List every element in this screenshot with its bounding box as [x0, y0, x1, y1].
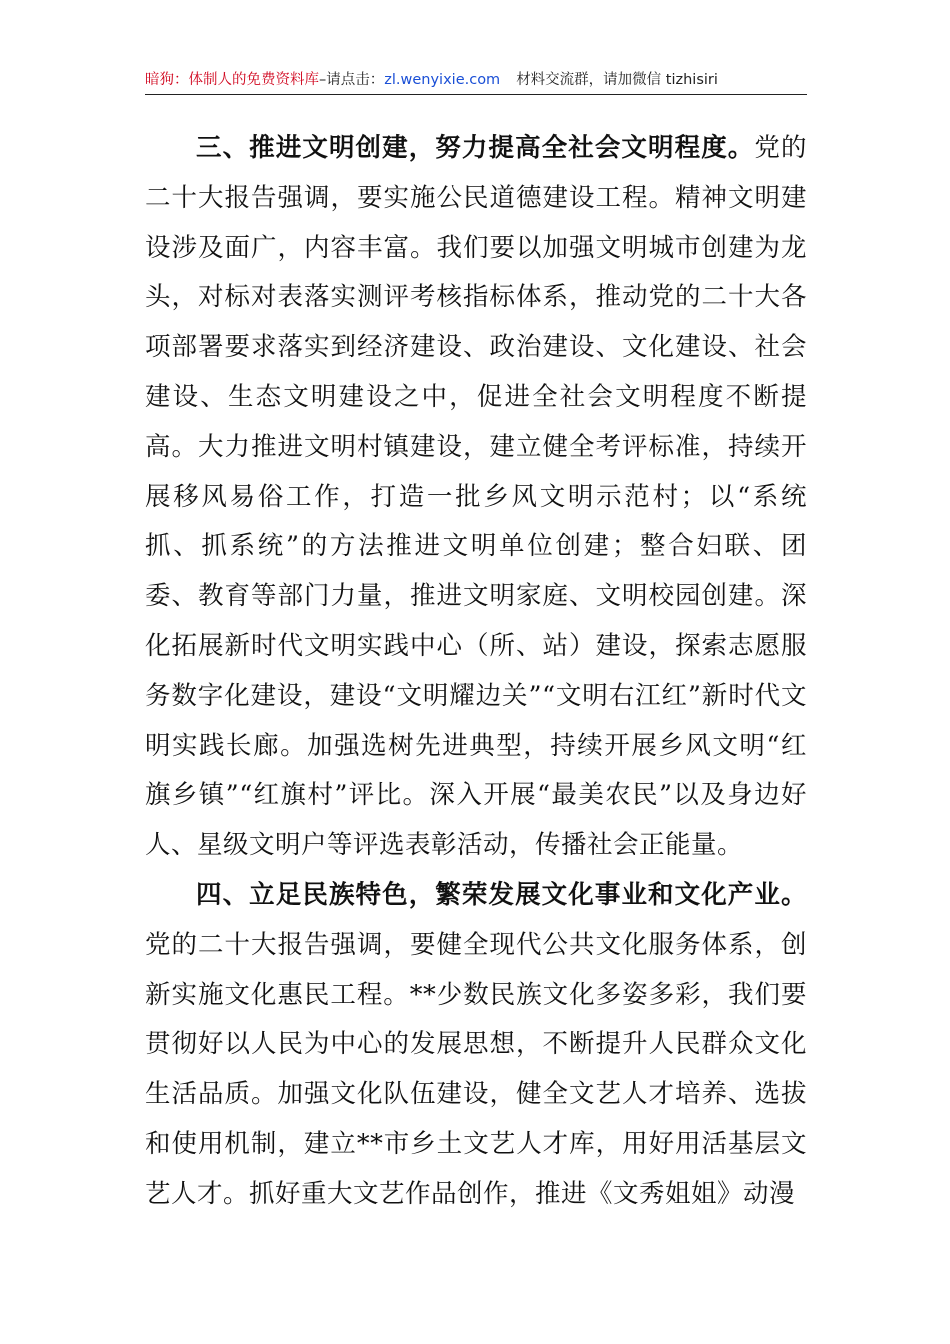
paragraph-4-text: 党的二十大报告强调，要健全现代公共文化服务体系，创新实施文化惠民工程。**少数民族文化多姿多彩，我们要贯彻好以人民为中心的发展思想，不断提升人民群众文化生活品质。加强文化队伍建设，健全文艺人才培养、选拔和使用机制，建立**市乡土文艺人才库，用好用活基层文艺人才。抓好重大文艺作品创作，推进《文秀姐姐》动漫	[145, 929, 807, 1209]
header-group-note: 材料交流群，请加微信 tizhisiri	[516, 72, 718, 88]
paragraph-3-heading: 三、推进文明创建，努力提高全社会文明程度。	[196, 133, 755, 163]
paragraph-3-text: 党的二十大报告强调，要实施公民道德建设工程。精神文明建设涉及面广，内容丰富。我们要以加强文明城市创建为龙头，对标对表落实测评考核指标体系，推动党的二十大各项部署要求落实到经济建设、政治建设、文化建设、社会建设、生态文明建设之中，促进全社会文明程度不断提高。大力推进文明村镇建设，建立健全考评标准，持续开展移风易俗工作，打造一批乡风文明示范村；以“系统抓、抓系统”的方法推进文明单位创建；整合妇联、团委、教育等部门力量，推进文明家庭、文明校园创建。深化拓展新时代文明实践中心（所、站）建设，探索志愿服务数字化建设，建设“文明耀边关”“文明右江红”新时代文明实践长廊。加强选树先进典型，持续开展乡风文明“红旗乡镇”“红旗村”评比。深入开展“最美农民”以及身边好人、星级文明户等评选表彰活动，传播社会正能量。	[145, 133, 807, 861]
header-click-prompt: –请点击：	[319, 72, 385, 88]
paragraph-4	[145, 871, 807, 1220]
paragraph-3	[145, 124, 807, 871]
paragraph-4-heading: 四、立足民族特色，繁荣发展文化事业和文化产业。	[196, 879, 807, 910]
document-body	[145, 124, 807, 1220]
page-header	[145, 68, 807, 95]
header-url-link[interactable]: zl.wenyixie.com	[384, 72, 501, 88]
header-site-name: 暗狗：体制人的免费资料库	[145, 72, 319, 88]
